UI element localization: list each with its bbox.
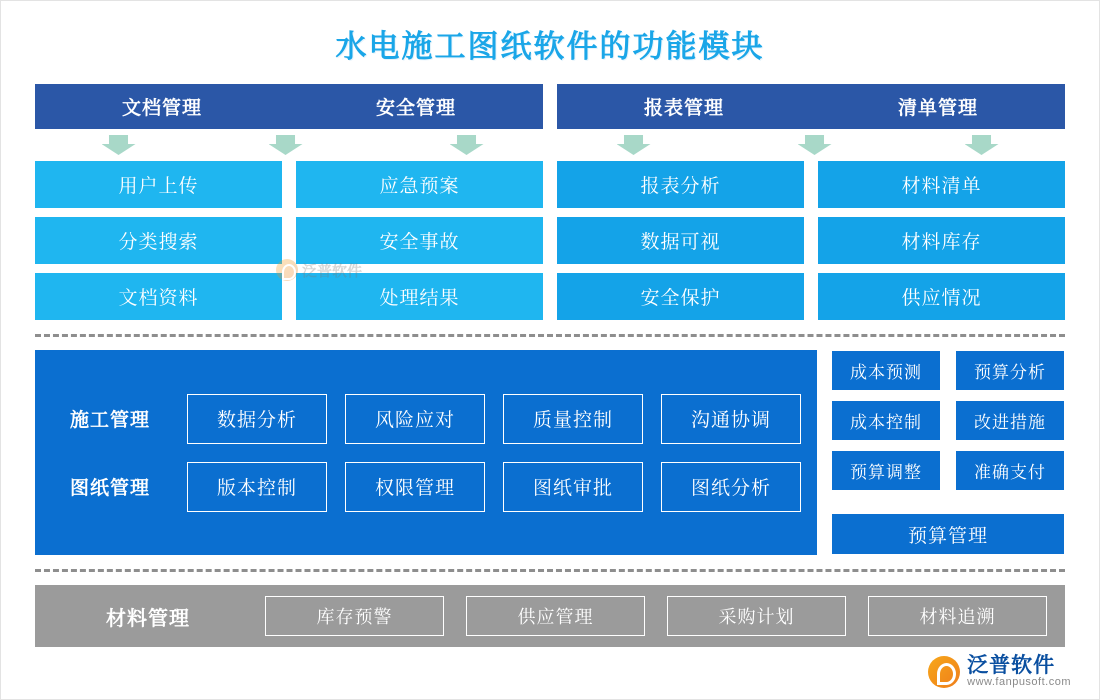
box-drawing-analysis[interactable]: 图纸分析 [661, 462, 801, 512]
arrow-cell-4 [550, 129, 717, 159]
brand-logo-texts [967, 655, 1071, 689]
down-arrow-icon [965, 135, 999, 155]
box-material-traceability[interactable]: 材料追溯 [868, 596, 1047, 636]
arrow-cell-3 [383, 129, 550, 159]
material-management-band [35, 585, 1065, 647]
label-drawing-management: 图纸管理 [69, 478, 150, 499]
box-cost-forecast[interactable]: 成本预测 [831, 350, 941, 391]
box-version-control[interactable]: 版本控制 [187, 462, 327, 512]
label-construction-management: 施工管理 [69, 410, 150, 431]
divider-bottom [35, 569, 1065, 572]
column-list-management [818, 161, 1065, 320]
box-cost-control[interactable]: 成本控制 [831, 400, 941, 441]
brand-logo [928, 655, 1071, 689]
brand-name: 泛普软件 [967, 654, 1056, 678]
down-arrow-icon [102, 135, 136, 155]
card-supply-status[interactable]: 供应情况 [818, 273, 1065, 320]
header-list-management: 清单管理 [897, 98, 978, 119]
card-material-list[interactable]: 材料清单 [818, 161, 1065, 208]
arrow-cell-2 [202, 129, 369, 159]
down-arrow-icon [269, 135, 303, 155]
card-safety-incident[interactable]: 安全事故 [296, 217, 543, 264]
card-document-files[interactable]: 文档资料 [35, 273, 282, 320]
brand-url: www.fanpusoft.com [967, 676, 1071, 689]
watermark-text: 泛普软件 [302, 262, 363, 280]
box-procurement-plan[interactable]: 采购计划 [667, 596, 846, 636]
construction-drawing-panel [35, 350, 817, 555]
box-improvement-measures[interactable]: 改进措施 [955, 400, 1065, 441]
box-supply-management[interactable]: 供应管理 [466, 596, 645, 636]
card-data-visualization[interactable]: 数据可视 [557, 217, 804, 264]
budget-grid [831, 350, 1065, 491]
arrow-cell-1 [35, 129, 202, 159]
row-drawing-management [51, 462, 801, 512]
down-arrow-icon [617, 135, 651, 155]
box-accurate-payment[interactable]: 准确支付 [955, 450, 1065, 491]
middle-section [35, 350, 1065, 555]
card-report-analysis[interactable]: 报表分析 [557, 161, 804, 208]
box-inventory-warning[interactable]: 库存预警 [265, 596, 444, 636]
brand-logo-icon [928, 656, 960, 688]
cards-group-right [557, 161, 1065, 320]
divider-top [35, 334, 1065, 337]
header-group-left [35, 84, 543, 129]
box-drawing-approval[interactable]: 图纸审批 [503, 462, 643, 512]
header-group-right [557, 84, 1065, 129]
column-safety-management [296, 161, 543, 320]
card-category-search[interactable]: 分类搜索 [35, 217, 282, 264]
box-permission-management[interactable]: 权限管理 [345, 462, 485, 512]
page-title: 水电施工图纸软件的功能模块 [335, 29, 765, 64]
card-emergency-plan[interactable]: 应急预案 [296, 161, 543, 208]
box-data-analysis[interactable]: 数据分析 [187, 394, 327, 444]
box-risk-response[interactable]: 风险应对 [345, 394, 485, 444]
arrow-group-mid [383, 129, 717, 159]
box-communication-coordination[interactable]: 沟通协调 [661, 394, 801, 444]
down-arrow-icon [450, 135, 484, 155]
arrow-group-left [35, 129, 369, 159]
box-budget-adjustment[interactable]: 预算调整 [831, 450, 941, 491]
card-user-upload[interactable]: 用户上传 [35, 161, 282, 208]
card-handling-result[interactable]: 处理结果 [296, 273, 543, 320]
row-construction-management [51, 394, 801, 444]
arrow-row [35, 129, 1065, 159]
arrow-cell-5 [731, 129, 898, 159]
down-arrow-icon [798, 135, 832, 155]
card-material-inventory[interactable]: 材料库存 [818, 217, 1065, 264]
box-budget-analysis[interactable]: 预算分析 [955, 350, 1065, 391]
card-columns [35, 161, 1065, 320]
arrow-cell-6 [898, 129, 1065, 159]
budget-panel [831, 350, 1065, 555]
card-safety-protection[interactable]: 安全保护 [557, 273, 804, 320]
arrow-group-right [731, 129, 1065, 159]
cards-group-left [35, 161, 543, 320]
box-budget-management[interactable]: 预算管理 [831, 513, 1065, 555]
label-material-management: 材料管理 [106, 607, 190, 630]
column-document-management [35, 161, 282, 320]
column-report-management [557, 161, 804, 320]
header-report-management: 报表管理 [643, 98, 724, 119]
box-quality-control[interactable]: 质量控制 [503, 394, 643, 444]
header-safety-management: 安全管理 [375, 98, 456, 119]
header-document-management: 文档管理 [121, 98, 202, 119]
top-header-bands [35, 84, 1065, 129]
